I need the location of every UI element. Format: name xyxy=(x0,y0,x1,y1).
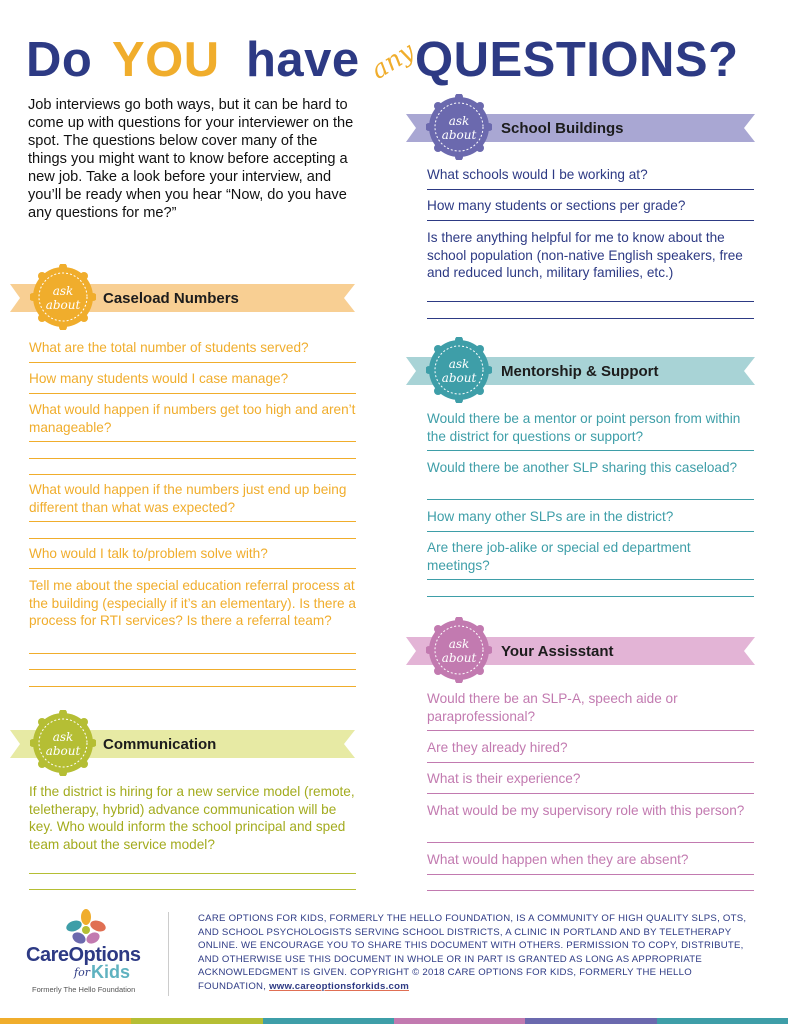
badge-about: about xyxy=(441,651,477,665)
caseload-q3: What would happen if numbers get too high and aren’t manageable? xyxy=(29,402,356,435)
care-options-logo xyxy=(24,908,154,998)
section-mentorship xyxy=(400,336,760,408)
badge-ask: ask xyxy=(52,730,74,744)
title-questions: QUESTIONS? xyxy=(415,33,739,87)
footer-divider xyxy=(168,912,169,996)
rule xyxy=(29,873,356,874)
assistant-q3: What is their experience? xyxy=(427,771,581,786)
mentorship-q3: How many other SLPs are in the district? xyxy=(427,509,674,524)
rule xyxy=(29,362,356,363)
caseload-q4: What would happen if the numbers just end up being different than what was expected? xyxy=(29,482,347,515)
rule xyxy=(29,889,356,890)
title-do: Do xyxy=(26,33,93,87)
rule xyxy=(29,686,356,687)
mentorship-q2: Would there be another SLP sharing this caseload? xyxy=(427,460,738,475)
rule xyxy=(29,653,356,654)
caseload-title: Caseload Numbers xyxy=(103,290,239,307)
assistant-q1: Would there be an SLP-A, speech aide or paraprofessional? xyxy=(427,691,678,724)
ask-about-badge-icon xyxy=(426,617,492,683)
badge-ask: ask xyxy=(448,357,470,371)
buildings-q1: What schools would I be working at? xyxy=(427,167,648,182)
color-bar-segment xyxy=(394,1018,525,1024)
mentorship-title: Mentorship & Support xyxy=(501,363,659,380)
color-bar-segment xyxy=(263,1018,394,1024)
buildings-q3: Is there anything helpful for me to know about the school population (non-native English speakers, free and reduced lunch, military families, etc.) xyxy=(427,230,743,280)
assistant-q2: Are they already hired? xyxy=(427,740,568,755)
section-buildings xyxy=(400,94,760,166)
rule xyxy=(29,441,356,442)
ask-about-badge-icon xyxy=(30,710,96,776)
badge-about: about xyxy=(441,128,477,142)
title-any: any xyxy=(365,36,420,85)
color-bar-segment xyxy=(131,1018,262,1024)
communication-q1: If the district is hiring for a new service model (remote, teletherapy, hybrid) advance communication will be key. Who would inform the school principal and sped team about the service model? xyxy=(29,784,355,852)
page-title xyxy=(22,14,772,94)
rule xyxy=(427,874,754,875)
assistant-q5: What would happen when they are absent? xyxy=(427,852,689,867)
rule xyxy=(427,301,754,302)
badge-ask: ask xyxy=(448,637,470,651)
rule xyxy=(427,318,754,319)
buildings-title: School Buildings xyxy=(501,120,624,137)
rule xyxy=(29,538,356,539)
badge-ask: ask xyxy=(448,114,470,128)
section-communication xyxy=(0,706,360,786)
rule xyxy=(29,393,356,394)
badge-about: about xyxy=(45,298,81,312)
badge-ask: ask xyxy=(52,284,74,298)
section-assistant xyxy=(400,616,760,688)
rule xyxy=(427,762,754,763)
rule xyxy=(29,568,356,569)
title-have: have xyxy=(246,33,360,87)
rule xyxy=(427,531,754,532)
footer-text xyxy=(198,912,758,994)
rule xyxy=(427,793,754,794)
buildings-q2: How many students or sections per grade? xyxy=(427,198,686,213)
badge-about: about xyxy=(441,371,477,385)
rule xyxy=(427,842,754,843)
color-bar-segment xyxy=(657,1018,788,1024)
rule xyxy=(427,450,754,451)
logo-kids: Kids xyxy=(91,962,131,982)
flower-logo-icon xyxy=(64,908,108,946)
intro-paragraph: Job interviews go both ways, but it can be hard to come up with questions for your interviewer on the spot. The questions below cover many of the things you might want to know before accepting a new job. Take a look before your interview, and you’ll be ready when you hear “Now, do you have any questions for me?” xyxy=(28,97,354,221)
footer-copyright: CARE OPTIONS FOR KIDS, FORMERLY THE HELLO FOUNDATION, IS A COMMUNITY OF HIGH QUALITY SLPS, OTS, AND SCHOOL PSYCHOLOGISTS SERVING SCHOOL DISTRICTS, A CLINIC IN PORTLAND AND BY TELETHERAPY ONLINE. WE ENCOURAGE YOU TO SHARE THIS DOCUMENT WITH OTHERS. PERMISSION TO COPY, DISTRIBUTE, AND OTHERWISE USE THIS DOCUMENT IN WHOLE OR IN PART IS GRANTED AS LONG AS APPROPRIATE ACKNOWLEDGMENT IS GIVEN. COPYRIGHT © 2018 CARE OPTIONS FOR KIDS, FORMERLY THE HELLO FOUNDATION, xyxy=(198,913,747,992)
rule xyxy=(427,189,754,190)
rule xyxy=(427,220,754,221)
color-bar-segment xyxy=(525,1018,656,1024)
rule xyxy=(427,890,754,891)
color-bar-segment xyxy=(0,1018,131,1024)
caseload-q2: How many students would I case manage? xyxy=(29,371,289,386)
mentorship-q1: Would there be a mentor or point person from within the district for questions or support? xyxy=(427,411,741,444)
rule xyxy=(427,499,754,500)
rule xyxy=(427,596,754,597)
color-bar xyxy=(0,1018,788,1024)
rule xyxy=(29,521,356,522)
logo-care-options: CareOptions xyxy=(26,944,141,966)
title-you: YOU xyxy=(112,33,220,87)
caseload-q1: What are the total number of students served? xyxy=(29,340,309,355)
communication-title: Communication xyxy=(103,736,217,753)
ask-about-badge-icon xyxy=(30,264,96,330)
logo-for: for xyxy=(74,966,90,979)
rule xyxy=(29,474,356,475)
rule xyxy=(427,730,754,731)
ask-about-badge-icon xyxy=(426,94,492,160)
rule xyxy=(29,669,356,670)
caseload-q5: Who would I talk to/problem solve with? xyxy=(29,546,268,561)
badge-about: about xyxy=(45,744,81,758)
caseload-q6: Tell me about the special education referral process at the building (especially if it’s an elementary). Is there a process for RTI services? Is there a referral team? xyxy=(29,578,356,628)
assistant-title: Your Assisstant xyxy=(501,643,614,660)
rule xyxy=(29,458,356,459)
website-link[interactable]: www.careoptionsforkids.com xyxy=(269,980,410,992)
ask-about-badge-icon xyxy=(426,337,492,403)
rule xyxy=(427,579,754,580)
assistant-q4: What would be my supervisory role with this person? xyxy=(427,803,745,818)
logo-formerly: Formerly The Hello Foundation xyxy=(32,985,136,994)
mentorship-q4: Are there job-alike or special ed department meetings? xyxy=(427,540,691,573)
